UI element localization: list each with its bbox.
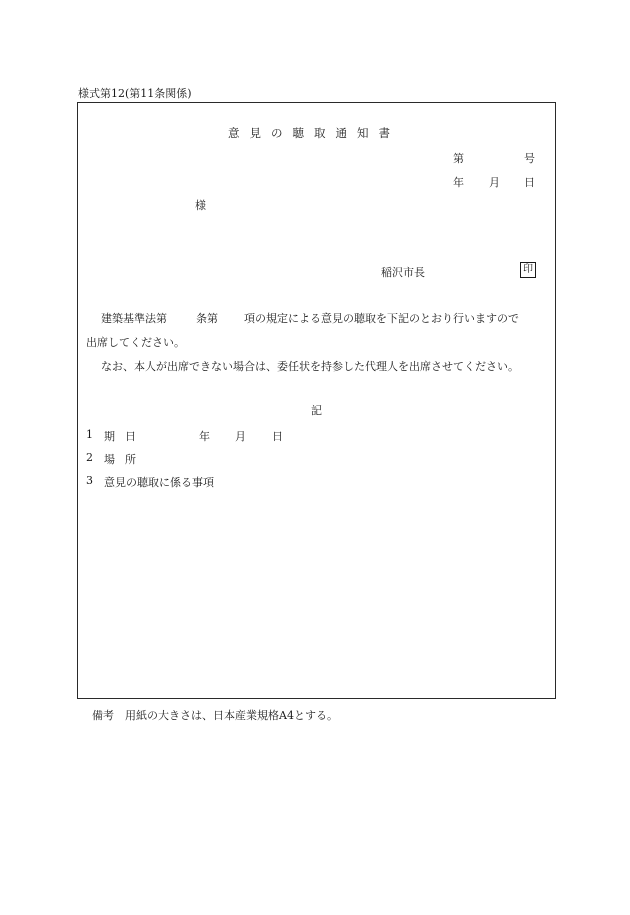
form-number-label: 様式第12(第11条関係) (78, 87, 192, 100)
seal-stamp (520, 262, 536, 278)
remark-note: 備考 用紙の大きさは、日本産業規格A4とする。 (92, 709, 338, 722)
body-text-paragraph: 項の規定による意見の聴取を下記のとおり行いますので (244, 312, 519, 325)
item-label-subject: 意見の聴取に係る事項 (104, 476, 214, 489)
item-date-day-label: 日 (272, 430, 283, 443)
item-date-year-label: 年 (199, 430, 210, 443)
item-label-place: 場所 (104, 453, 146, 466)
body-text-article-clause: 条第 (196, 312, 218, 325)
date-day-label: 日 (524, 176, 535, 189)
item-number: 3 (86, 474, 93, 487)
item-number: 1 (86, 428, 93, 441)
document-title: 意見の聴取通知書 (228, 126, 400, 140)
item-date-month-label: 月 (235, 430, 246, 443)
body-text-law-article: 建築基準法第 (101, 312, 167, 325)
addressee-suffix: 様 (195, 199, 206, 212)
document-number-prefix: 第 (453, 152, 464, 165)
body-text-attendance: 出席してください。 (86, 336, 185, 349)
date-year-label: 年 (453, 176, 464, 189)
date-month-label: 月 (489, 176, 500, 189)
seal-label: 印 (523, 264, 533, 275)
item-label-date: 期日 (104, 430, 146, 443)
form-frame (77, 102, 556, 699)
document-number-suffix: 号 (524, 152, 535, 165)
item-number: 2 (86, 451, 93, 464)
ki-heading: 記 (311, 404, 322, 417)
sender-title: 稲沢市長 (381, 266, 425, 279)
body-text-proxy-note: なお、本人が出席できない場合は、委任状を持参した代理人を出席させてください。 (101, 360, 519, 373)
